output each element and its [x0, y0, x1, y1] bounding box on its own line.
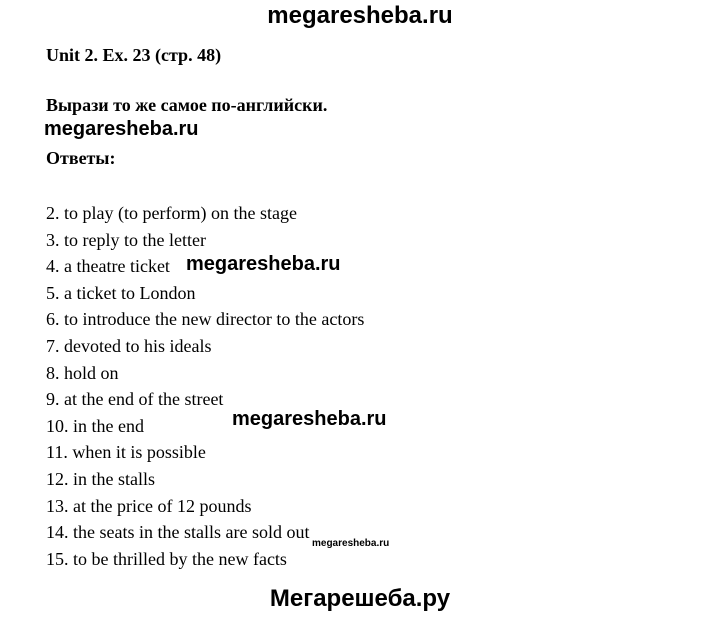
answer-item: 14. the seats in the stalls are sold out [46, 522, 310, 543]
answer-item: 15. to be thrilled by the new facts [46, 548, 287, 569]
task-instruction: Вырази то же самое по-английски. [46, 95, 328, 115]
answers-label: Ответы: [46, 148, 116, 168]
answer-item: 3. to reply to the letter [46, 229, 206, 250]
watermark-subtitle: megaresheba.ru [44, 118, 199, 140]
watermark-middle: megaresheba.ru [232, 408, 387, 430]
watermark-small: megaresheba.ru [312, 538, 390, 549]
answer-item: 12. in the stalls [46, 468, 155, 489]
watermark-middle: megaresheba.ru [186, 253, 341, 275]
answer-item: 11. when it is possible [46, 442, 206, 463]
answer-item: 10. in the end [46, 415, 144, 436]
answer-item: 4. a theatre ticket [46, 256, 170, 277]
watermark-bottom: Мегарешеба.ру [269, 585, 451, 612]
answer-item: 8. hold on [46, 362, 119, 383]
unit-title: Unit 2. Ex. 23 (стр. 48) [46, 45, 222, 65]
answer-item: 6. to introduce the new director to the actors [46, 309, 365, 330]
answer-item: 13. at the price of 12 pounds [46, 495, 252, 516]
answer-item: 5. a ticket to London [46, 282, 196, 303]
answer-item: 7. devoted to his ideals [46, 335, 212, 356]
answer-item: 9. at the end of the street [46, 389, 224, 410]
answer-item: 2. to play (to perform) on the stage [46, 203, 297, 223]
watermark-top: megaresheba.ru [267, 2, 453, 29]
